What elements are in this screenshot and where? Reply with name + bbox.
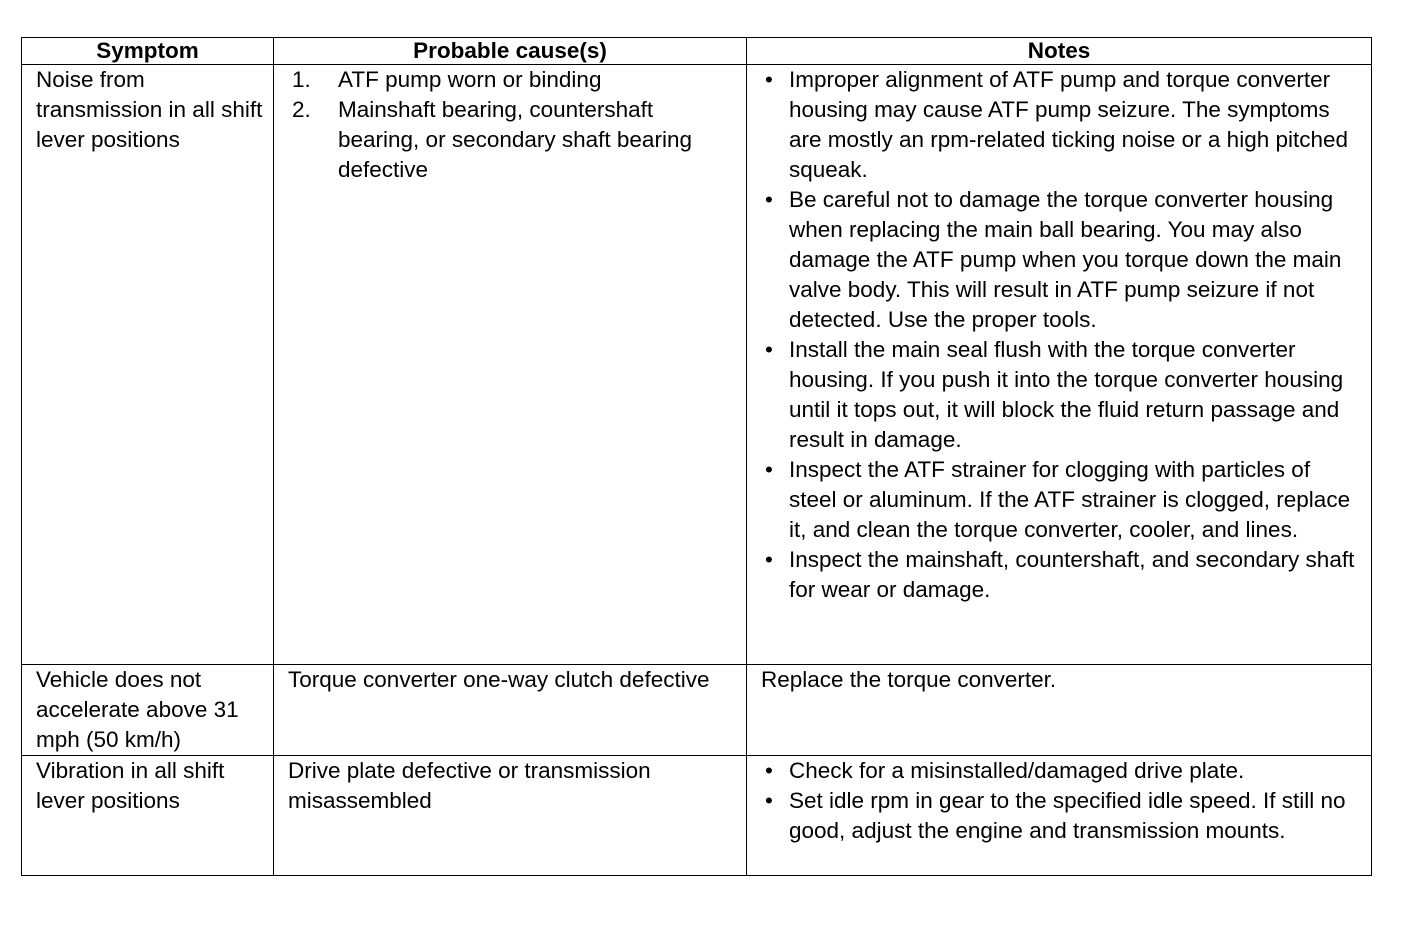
note-item: • Inspect the ATF strainer for clogging with particles of steel or aluminum. If the ATF strainer is clogged, replace it, and clean the torque converter, cooler, and lines.: [765, 457, 1351, 542]
header-symptom: Symptom: [22, 38, 274, 65]
note-item: • Install the main seal flush with the torque converter housing. If you push it into the torque converter housing until it tops out, it will block the fluid return passage and result in damage.: [765, 337, 1344, 452]
note-item: • Improper alignment of ATF pump and torque converter housing may cause ATF pump seizure. The symptoms are mostly an rpm-related ticking noise or a high pitched squeak.: [765, 67, 1349, 182]
header-causes: Probable cause(s): [274, 38, 747, 65]
note-item: • Set idle rpm in gear to the specified idle speed. If still no good, adjust the engine and transmission mounts.: [765, 788, 1346, 843]
header-notes: Notes: [747, 38, 1372, 65]
note-item: • Inspect the mainshaft, countershaft, and secondary shaft for wear or damage.: [765, 547, 1355, 602]
notes-cell: Replace the torque converter.: [747, 665, 1372, 756]
symptom-cell: Vibration in all shift lever positions: [22, 756, 274, 876]
cause-item: 2. Mainshaft bearing, countershaft bearing, or secondary shaft bearing defective: [292, 97, 692, 182]
troubleshooting-table: [21, 37, 1372, 876]
table-row: [22, 665, 1372, 756]
cause-item: 1. ATF pump worn or binding: [292, 67, 602, 92]
symptom-cell: Noise from transmission in all shift lever positions: [22, 65, 274, 665]
table-row: [22, 756, 1372, 876]
note-item: • Be careful not to damage the torque converter housing when replacing the main ball bearing. You may also damage the ATF pump when you torque down the main valve body. This will result in ATF pump seizure if not detected. Use the proper tools.: [765, 187, 1342, 332]
notes-cell: [747, 65, 1372, 665]
symptom-cell: Vehicle does not accelerate above 31 mph (50 km/h): [22, 665, 274, 756]
causes-cell: [274, 65, 747, 665]
header-row: [22, 38, 1372, 65]
causes-cell: Torque converter one-way clutch defective: [274, 665, 747, 756]
table-row: [22, 65, 1372, 665]
notes-cell: [747, 756, 1372, 876]
note-item: • Check for a misinstalled/damaged drive plate.: [765, 758, 1245, 783]
causes-cell: Drive plate defective or transmission misassembled: [274, 756, 747, 876]
